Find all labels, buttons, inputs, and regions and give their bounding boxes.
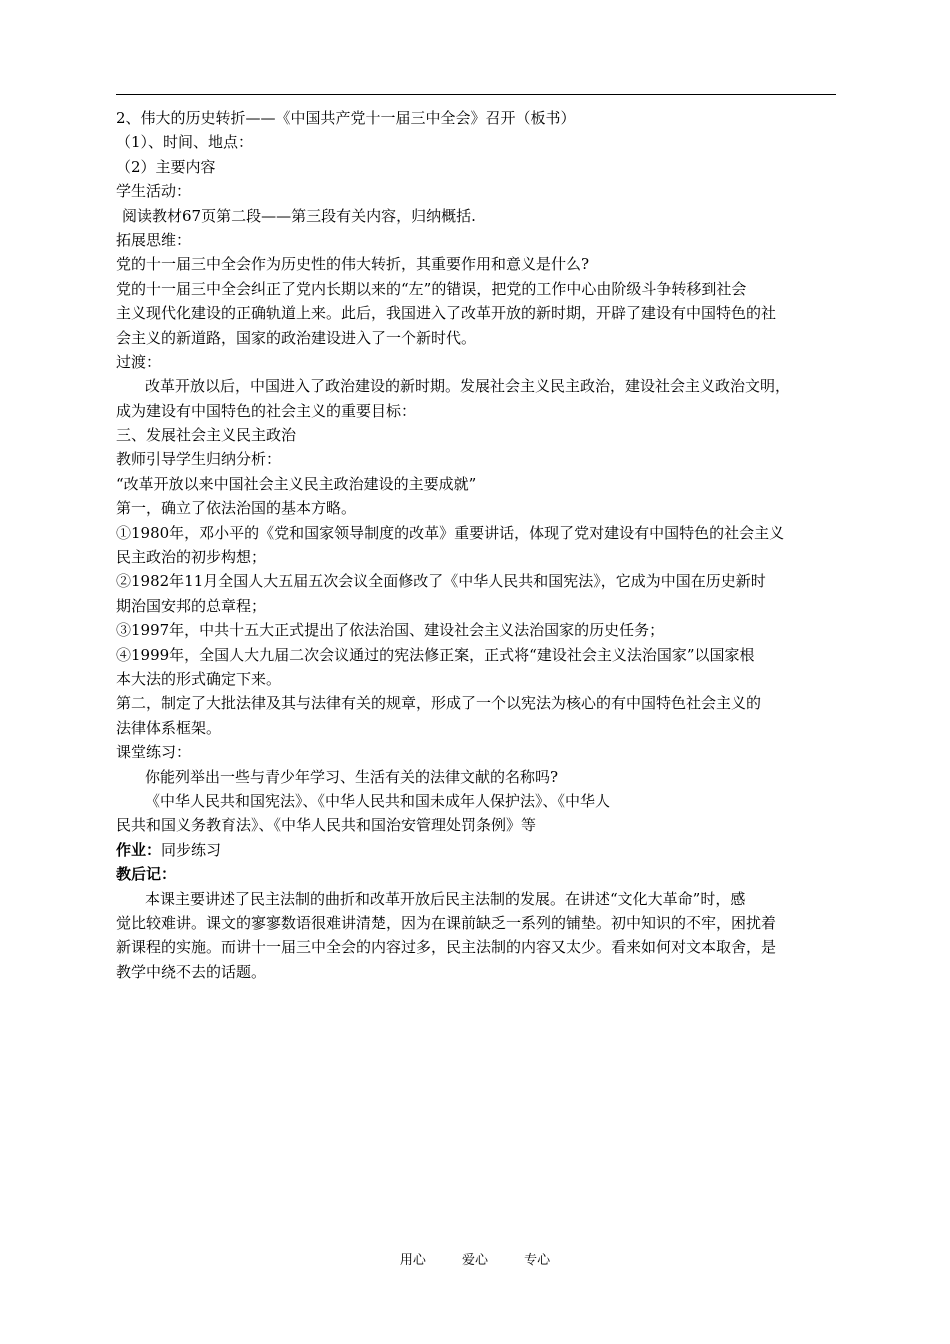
paragraph-line: 第一，确立了依法治国的基本方略。 — [116, 499, 357, 518]
paragraph-line: 《中华人民共和国宪法》、《中华人民共和国未成年人保护法》、《中华人 — [145, 791, 611, 810]
paragraph-line: （1）、时间、地点： — [116, 133, 254, 152]
paragraph-line: ③1997年，中共十五大正式提出了依法治国、建设社会主义法治国家的历史任务； — [116, 621, 665, 640]
page-footer — [0, 1249, 950, 1268]
paragraph-line: 拓展思维： — [116, 230, 192, 249]
homework-text: 同步练习 — [161, 840, 222, 859]
paragraph-line: “改革开放以来中国社会主义民主政治建设的主要成就” — [116, 474, 477, 493]
paragraph-line: 新课程的实施。而讲十一届三中全会的内容过多，民主法制的内容又太少。看来如何对文本取舍，是 — [116, 938, 777, 957]
paragraph-line: ④1999年，全国人大九届二次会议通过的宪法修正案，正式将“建设社会主义法治国家”以国家根 — [116, 645, 755, 664]
section-heading: 三、发展社会主义民主政治 — [116, 426, 297, 445]
paragraph-line: 民共和国义务教育法》、《中华人民共和国治安管理处罚条例》等 — [116, 816, 537, 835]
paragraph-line: 民主政治的初步构想； — [116, 548, 267, 567]
footer-text: 专心 — [524, 1253, 551, 1268]
paragraph-line: 主义现代化建设的正确轨道上来。此后，我国进入了改革开放的新时期，开辟了建设有中国特色的社 — [116, 304, 777, 323]
paragraph-line: 学生活动： — [116, 182, 192, 201]
paragraph-line: 法律体系框架。 — [116, 718, 222, 737]
paragraph-line: 过渡： — [116, 352, 162, 371]
paragraph-line: （2）主要内容 — [116, 157, 216, 176]
section-heading: 2、伟大的历史转折——《中国共产党十一届三中全会》召开（板书） — [116, 109, 576, 127]
paragraph-line: 期治国安邦的总章程； — [116, 596, 267, 615]
paragraph-line: 教师引导学生归纳分析： — [116, 450, 282, 469]
paragraph-line: 本课主要讲述了民主法制的曲折和改革开放后民主法制的发展。在讲述“文化大革命”时，感 — [145, 889, 746, 908]
paragraph-line: 党的十一届三中全会作为历史性的伟大转折，其重要作用和意义是什么? — [116, 255, 590, 274]
footer-text: 爱心 — [461, 1253, 488, 1268]
paragraph-line: 阅读教材67页第二段——第三段有关内容，归纳概括. — [122, 206, 476, 225]
footer-text: 用心 — [399, 1253, 426, 1268]
paragraph-line: 成为建设有中国特色的社会主义的重要目标： — [116, 401, 417, 420]
afterword-heading: 教后记： — [116, 865, 177, 884]
homework-line — [116, 838, 838, 862]
paragraph-line: 改革开放以后，中国进入了政治建设的新时期。发展社会主义民主政治，建设社会主义政治文明， — [145, 377, 791, 396]
paragraph-line: 本大法的形式确定下来。 — [116, 669, 282, 688]
homework-label: 作业： — [116, 840, 162, 859]
paragraph-line: 第二，制定了大批法律及其与法律有关的规章，形成了一个以宪法为核心的有中国特色社会主义的 — [116, 694, 762, 713]
paragraph-line: 会主义的新道路，国家的政治建设进入了一个新时代。 — [116, 328, 477, 347]
document-body — [116, 106, 838, 984]
paragraph-line: 课堂练习： — [116, 743, 192, 762]
paragraph-line: ②1982年11月全国人大五届五次会议全面修改了《中华人民共和国宪法》，它成为中国在历史新时 — [116, 572, 766, 591]
paragraph-line: 党的十一届三中全会纠正了党内长期以来的“左”的错误，把党的工作中心由阶级斗争转移到社会 — [116, 279, 747, 298]
paragraph-line: ①1980年，邓小平的《党和国家领导制度的改革》重要讲话，体现了党对建设有中国特色的社会主义 — [116, 523, 785, 542]
paragraph-line: 你能列举出一些与青少年学习、生活有关的法律文献的名称吗? — [145, 767, 559, 786]
paragraph-line: 教学中绕不去的话题。 — [116, 962, 267, 981]
paragraph-line: 觉比较难讲。课文的寥寥数语很难讲清楚，因为在课前缺乏一系列的铺垫。初中知识的不牢，困扰着 — [116, 913, 777, 932]
header-rule — [116, 94, 836, 95]
